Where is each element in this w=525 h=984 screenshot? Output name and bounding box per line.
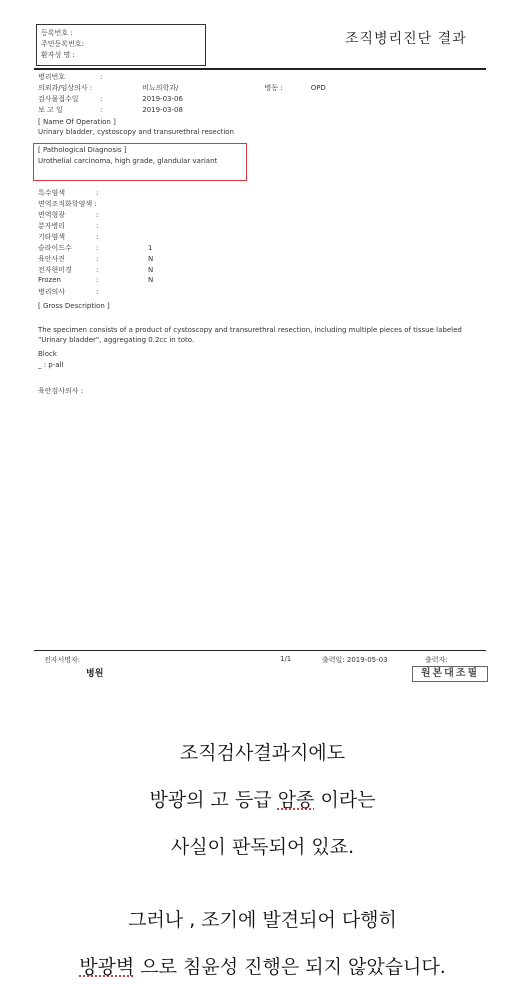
- gross-description-text: The specimen consists of a product of cystoscopy and transurethral resection, including multiple pieces of tissue labeled "Urinary bladder", aggregating 0.2cc in toto.: [38, 326, 462, 344]
- block-label: Block: [38, 350, 57, 358]
- footer-printed-date: 출력일: 2019-05-03: [322, 656, 388, 664]
- ward-label: 병동 :: [264, 84, 283, 92]
- gross-heading: [ Gross Description ]: [38, 302, 110, 310]
- meta-label: 의뢰과/임상의사 :: [38, 84, 93, 92]
- footer-divider: [34, 650, 486, 651]
- meta-value: 비뇨의학과/: [142, 84, 179, 92]
- caption-line-5: [0, 952, 525, 979]
- lab-row: Frozen : N: [38, 276, 154, 284]
- patient-id-label: 주민등록번호:: [41, 40, 84, 48]
- gross-examiner-label: 육안검사의사 :: [38, 387, 84, 395]
- lab-row: 특수염색 :: [38, 189, 99, 197]
- lab-row: 면역형광 :: [38, 211, 99, 219]
- lab-row: 분자병리 :: [38, 222, 99, 230]
- meta-label: 병리번호: [38, 73, 66, 81]
- caption-line-1: 조직검사결과지에도: [179, 742, 346, 764]
- patient-registration-label: 등록번호 :: [41, 29, 73, 37]
- report-title: 조직병리진단 결과: [345, 31, 467, 47]
- lab-row: 병리의사 :: [38, 288, 99, 296]
- caption-line-4: 그러나 , 조기에 발견되어 다행히: [128, 909, 397, 931]
- meta-value: 2019-03-06: [142, 95, 183, 103]
- footer-signer: 전자서명자:: [44, 656, 81, 664]
- caption-text: 이라는: [314, 789, 376, 811]
- lab-row: 전자현미경 : N: [38, 266, 154, 274]
- meta-label: 검사물접수일: [38, 95, 79, 103]
- patient-info-box: [36, 24, 206, 66]
- diagnosis-text: Urothelial carcinoma, high grade, glandular variant: [38, 157, 218, 165]
- caption-text: 으로 침윤성 진행은 되지 않았습니다.: [134, 956, 446, 978]
- caption-line-3: 사실이 판독되어 있죠.: [170, 836, 355, 858]
- caption-underlined-word: 암종: [277, 789, 315, 811]
- footer-hospital: 병원: [86, 669, 104, 679]
- meta-row-received-date: 검사물접수일 : 2019-03-06: [38, 95, 183, 103]
- block-value: _ : p-all: [38, 361, 64, 369]
- patient-name-label: 환자성 명 :: [41, 51, 75, 59]
- lab-row: 육안사진 : N: [38, 255, 154, 263]
- caption-line-2: [0, 785, 525, 812]
- footer-page: 1/1: [280, 655, 292, 663]
- footer-printer: 출력자:: [425, 656, 448, 664]
- meta-row-department: [38, 83, 326, 93]
- diagnosis-heading: [ Pathological Diagnosis ]: [38, 146, 127, 154]
- lab-row: 면역조직화학염색 :: [38, 200, 97, 208]
- meta-row-pathology-number: 병리번호 :: [38, 73, 103, 81]
- original-copy-stamp: 원본대조필: [412, 666, 488, 682]
- caption-underlined-word: 방광벽: [79, 956, 135, 978]
- operation-heading: [ Name Of Operation ]: [38, 118, 116, 126]
- lab-row: 기타염색 :: [38, 233, 99, 241]
- ward-value: OPD: [310, 84, 326, 92]
- header-divider: [34, 68, 486, 70]
- operation-text: Urinary bladder, cystoscopy and transurethral resection: [38, 128, 234, 136]
- meta-value: 2019-03-08: [142, 106, 183, 114]
- meta-row-report-date: 보 고 일 : 2019-03-08: [38, 106, 183, 114]
- meta-label: 보 고 일: [38, 106, 63, 114]
- caption-text: 방광의 고 등급: [149, 789, 278, 811]
- lab-row: 슬라이드수 : 1: [38, 244, 153, 252]
